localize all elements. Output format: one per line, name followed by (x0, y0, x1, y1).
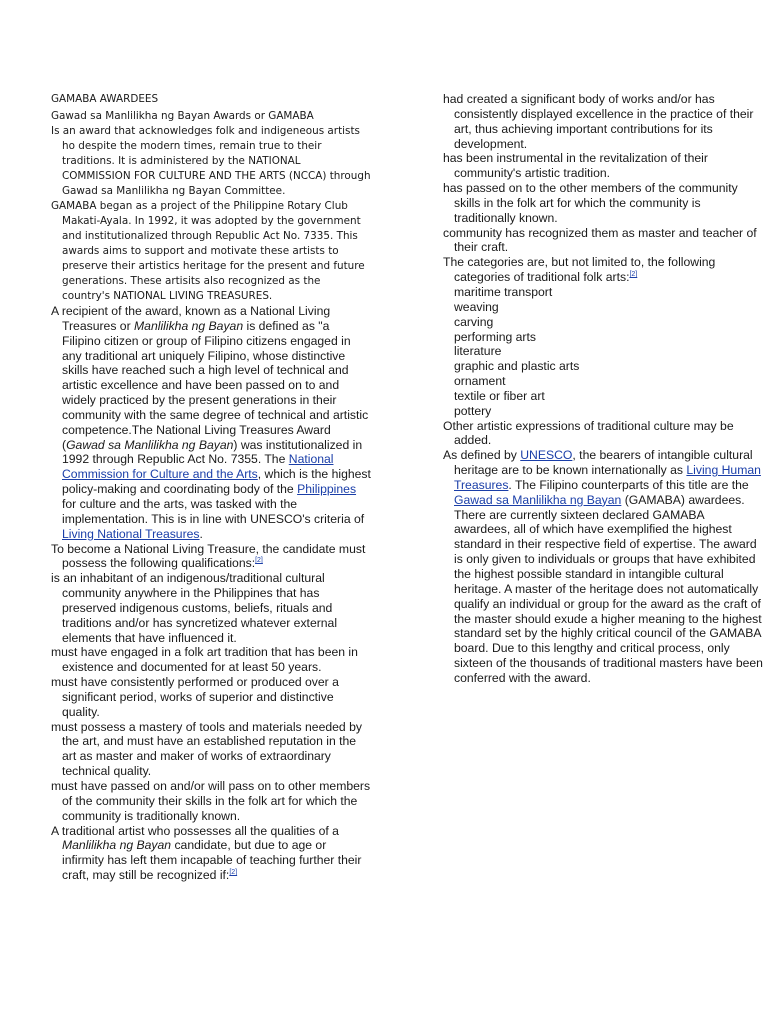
list-item: graphic and plastic arts (454, 359, 580, 374)
paragraph-unesco: As defined by UNESCO, the bearers of intangible cultural heritage are to be known internationally as Living Human Treasures. The Filipino counterparts of this title are the Gawad sa Manlilikha ng Bayan (GAMABA) awardees. There are currently sixteen declared GAMABA awardees, all of which have exemplified the highest standard in their respective field of expertise. The award is only given to individuals or groups that have exhibited the highest possible standard in intangible cultural heritage. A master of the heritage does not automatically qualify an individual or group for the award as the craft of the master should exude a higher meaning to the highest standard set by the highly critical council of the GAMABA board. Due to this lengthy and critical process, only sixteen of the thousands of traditional masters have been conferred with the award. (443, 448, 763, 685)
page-subheading: Gawad sa Manlilikha ng Bayan Awards or GAMABA (51, 110, 314, 122)
citation-link[interactable]: [2] (629, 271, 638, 279)
paragraph-qualifications-intro: To become a National Living Treasure, the candidate must possess the following qualifications:[2] (51, 541, 366, 571)
criterion-recognized: community has recognized them as master and teacher of their craft. (443, 225, 757, 255)
link-living-human-treasures[interactable]: Living Human Treasures (454, 463, 761, 492)
qualification-performed: must have consistently performed or produced over a significant period, works of superior and distinctive quality. (51, 675, 339, 719)
categories-list (443, 285, 763, 419)
link-gawad-sa-manlilikha[interactable]: Gawad sa Manlilikha ng Bayan (454, 492, 622, 507)
criterion-revitalization: has been instrumental in the revitalization of their community's artistic tradition. (443, 151, 708, 181)
recipient-block (51, 304, 371, 883)
link-living-national-treasures[interactable]: Living National Treasures (62, 526, 200, 541)
list-item: ornament (454, 374, 506, 389)
qualification-passed-on: must have passed on and/or will pass on to other members of the community their skills in the folk art for which the community is traditionally known. (51, 779, 371, 823)
paragraph-traditional-artist: A traditional artist who possesses all the qualities of a Manlilikha ng Bayan candidate, but due to age or infirmity has left them incapable of teaching further their craft, may still be recognized if:[2] (51, 823, 362, 883)
paragraph-categories-intro: The categories are, but not limited to, the following categories of traditional folk arts:[2] (443, 255, 716, 285)
criterion-body-of-works: had created a significant body of works and/or has consistently displayed excellence in the practice of their art, thus achieving important contributions for its development. (443, 92, 754, 151)
link-philippines[interactable]: Philippines (297, 482, 357, 497)
paragraph-gamaba-history: GAMABA began as a project of the Philippine Rotary Club Makati-Ayala. In 1992, it was adopted by the government and institutionalized through Republic Act No. 7335. This awards aims to support and motivate these artists to preserve their artistics heritage for the present and future generations. These artisits also recognized as the country's NATIONAL LIVING TREASURES. (51, 200, 365, 302)
citation-link[interactable]: [2] (255, 557, 263, 565)
qualification-inhabitant: is an inhabitant of an indigenous/traditional cultural community anywhere in the Philippines that has preserved indigenous customs, beliefs, rituals and traditions and/or has syncretized whatever external elements that have influenced it. (51, 571, 338, 645)
qualification-mastery: must possess a mastery of tools and materials needed by the art, and must have an established reputation in the art as master and maker of works of extraordinary technical quality. (51, 719, 362, 779)
left-column (51, 92, 371, 883)
right-column (443, 92, 763, 686)
intro-block (51, 92, 371, 304)
link-ncca[interactable]: National Commission for Culture and the Arts (62, 452, 334, 482)
list-item: carving (454, 314, 494, 329)
link-unesco[interactable]: UNESCO (520, 448, 573, 463)
paragraph-award-definition: Is an award that acknowledges folk and indigeneous artists ho despite the modern times, remain true to their traditions. It is administered by the NATIONAL COMMISSION FOR CULTURE AND THE ARTS (NCCA) through Gawad sa Manlilikha ng Bayan Committee. (51, 125, 371, 197)
list-item: literature (454, 344, 502, 359)
list-item: textile or fiber art (454, 388, 545, 403)
list-item: performing arts (454, 329, 536, 344)
list-item: maritime transport (454, 284, 553, 299)
page-heading: GAMABA AWARDEES (51, 93, 159, 105)
qualification-folk-art: must have engaged in a folk art tradition that has been in existence and documented for at least 50 years. (51, 645, 358, 675)
paragraph-other-expressions: Other artistic expressions of traditional culture may be added. (443, 418, 734, 448)
list-item: pottery (454, 403, 492, 418)
paragraph-recipient: A recipient of the award, known as a National Living Treasures or Manlilikha ng Bayan is defined as "a Filipino citizen or group of Filipino citizens engaged in any traditional art uniquely Filipino, whose distinctive skills have reached such a high level of technical and artistic excellence and have been passed on to and widely practiced by the present generations in their community with the same degree of technical and artistic competence.The National Living Treasures Award (Gawad sa Manlilikha ng Bayan) was institutionalized in 1992 through Republic Act No. 7355. The National Commission for Culture and the Arts, which is the highest policy-making and coordinating body of the Philippines for culture and the arts, was tasked with the implementation. This is in line with UNESCO's criteria of Living National Treasures. (51, 304, 371, 541)
citation-link[interactable]: [2] (229, 869, 238, 876)
criterion-passed-skills: has passed on to the other members of the community skills in the folk art for which the community is traditionally known. (443, 181, 738, 225)
list-item: weaving (454, 299, 499, 314)
